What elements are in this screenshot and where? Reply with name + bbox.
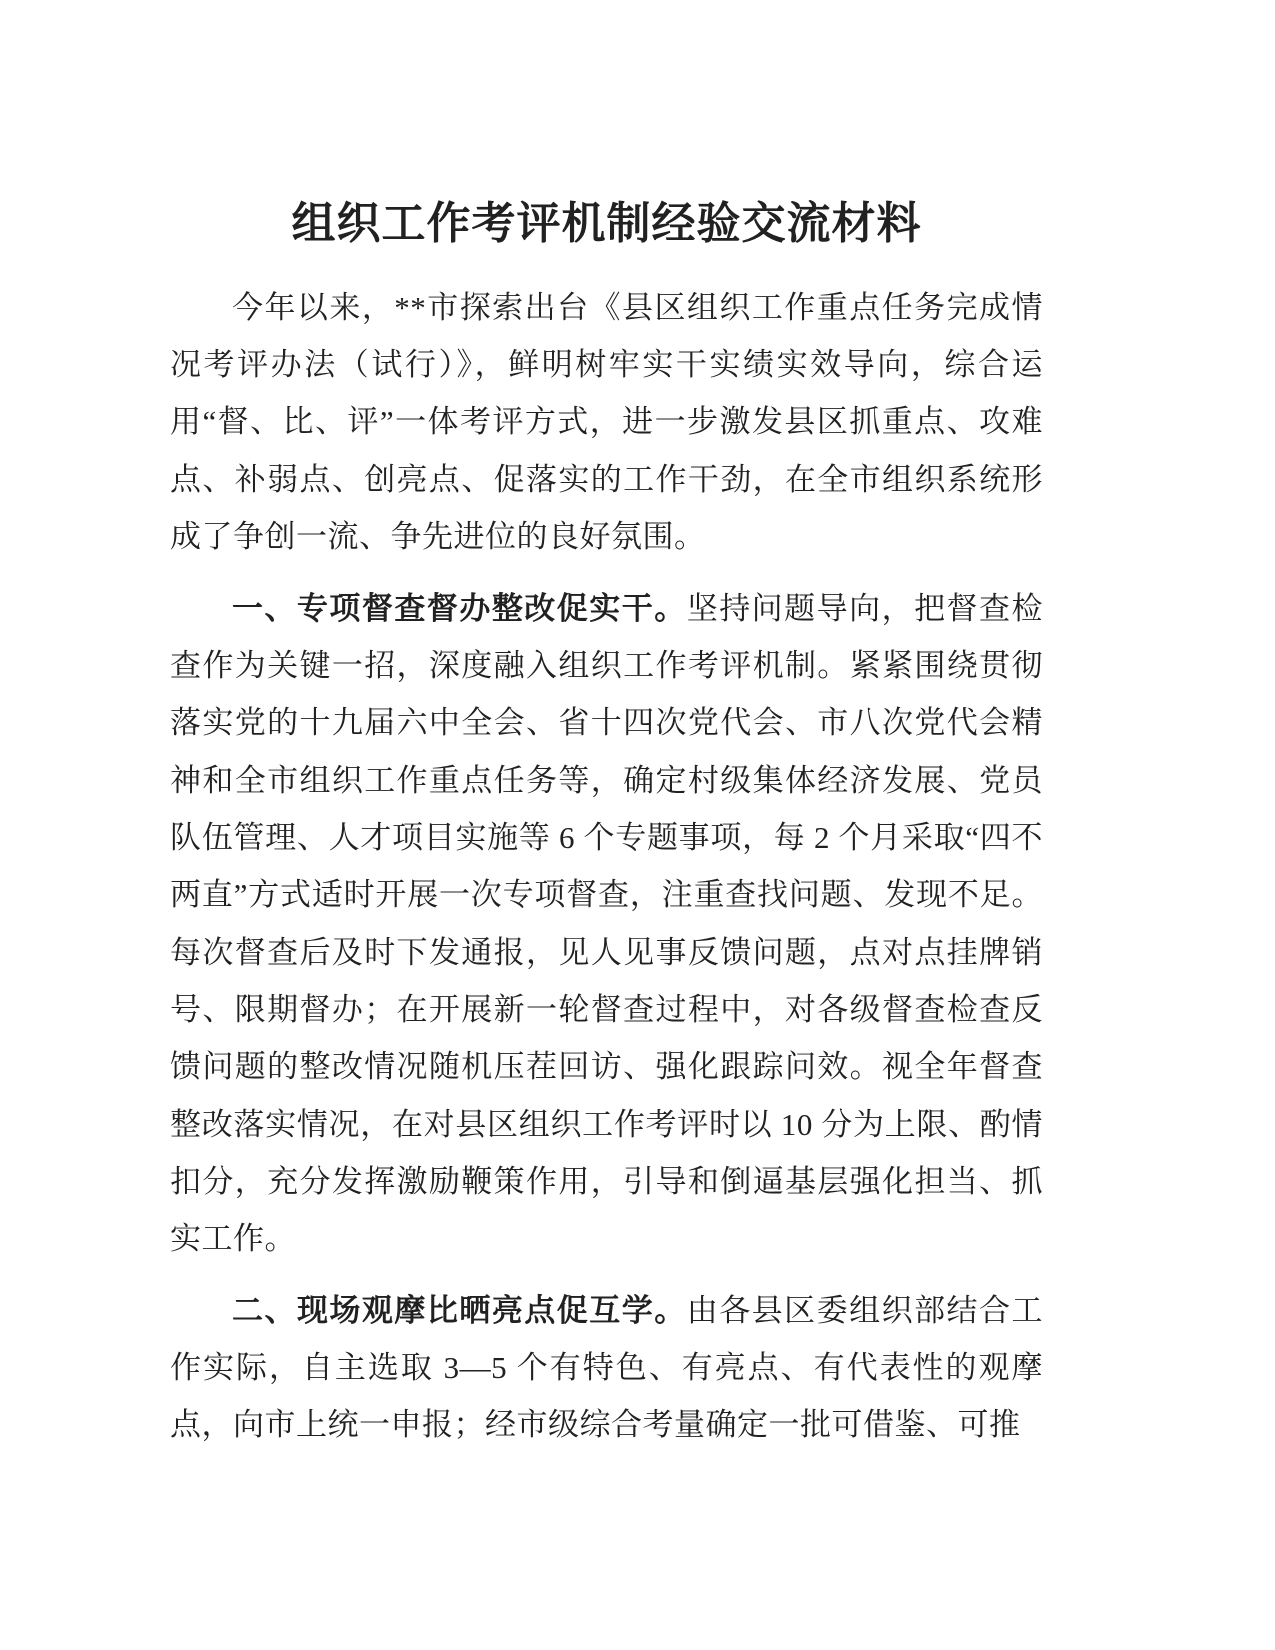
- document-title: 组织工作考评机制经验交流材料: [291, 199, 922, 248]
- section-1-heading: 一、专项督查督办整改促实干。: [232, 590, 687, 626]
- paragraph-section-1: [170, 580, 1043, 1268]
- paragraph-section-2: [170, 1282, 1043, 1454]
- paragraph-intro: [170, 279, 1043, 566]
- paragraph-text: 今年以来，**市探索出台《县区组织工作重点任务完成情况考评办法（试行）》，鲜明树牢实干实绩实效导向，综合运用“督、比、评”一体考评方式，进一步激发县区抓重点、攻难点、补弱点、创亮点、促落实的工作干劲，在全市组织系统形成了争创一流、争先进位的良好氛围。: [170, 289, 1043, 555]
- paragraph-text: 坚持问题导向，把督查检查作为关键一招，深度融入组织工作考评机制。紧紧围绕贯彻落实党的十九届六中全会、省十四次党代会、市八次党代会精神和全市组织工作重点任务等，确定村级集体经济发展、党员队伍管理、人才项目实施等 6 个专题事项，每 2 个月采取“四不两直”方式适时开展一次专项督查，注重查找问题、发现不足。每次督查后及时下发通报，见人见事反馈问题，点对点挂牌销号、限期督办；在开展新一轮督查过程中，对各级督查检查反馈问题的整改情况随机压茬回访、强化跟踪问效。视全年督查整改落实情况，在对县区组织工作考评时以 10 分为上限、酌情扣分，充分发挥激励鞭策作用，引导和倒逼基层强化担当、抓实工作。: [170, 590, 1044, 1257]
- section-2-heading: 二、现场观摩比晒亮点促互学。: [232, 1292, 687, 1328]
- paragraph-text: 由各县区委组织部结合工作实际，自主选取 3—5 个有特色、有亮点、有代表性的观摩点，向市上统一申报；经市级综合考量确定一批可借鉴、可推: [170, 1292, 1044, 1443]
